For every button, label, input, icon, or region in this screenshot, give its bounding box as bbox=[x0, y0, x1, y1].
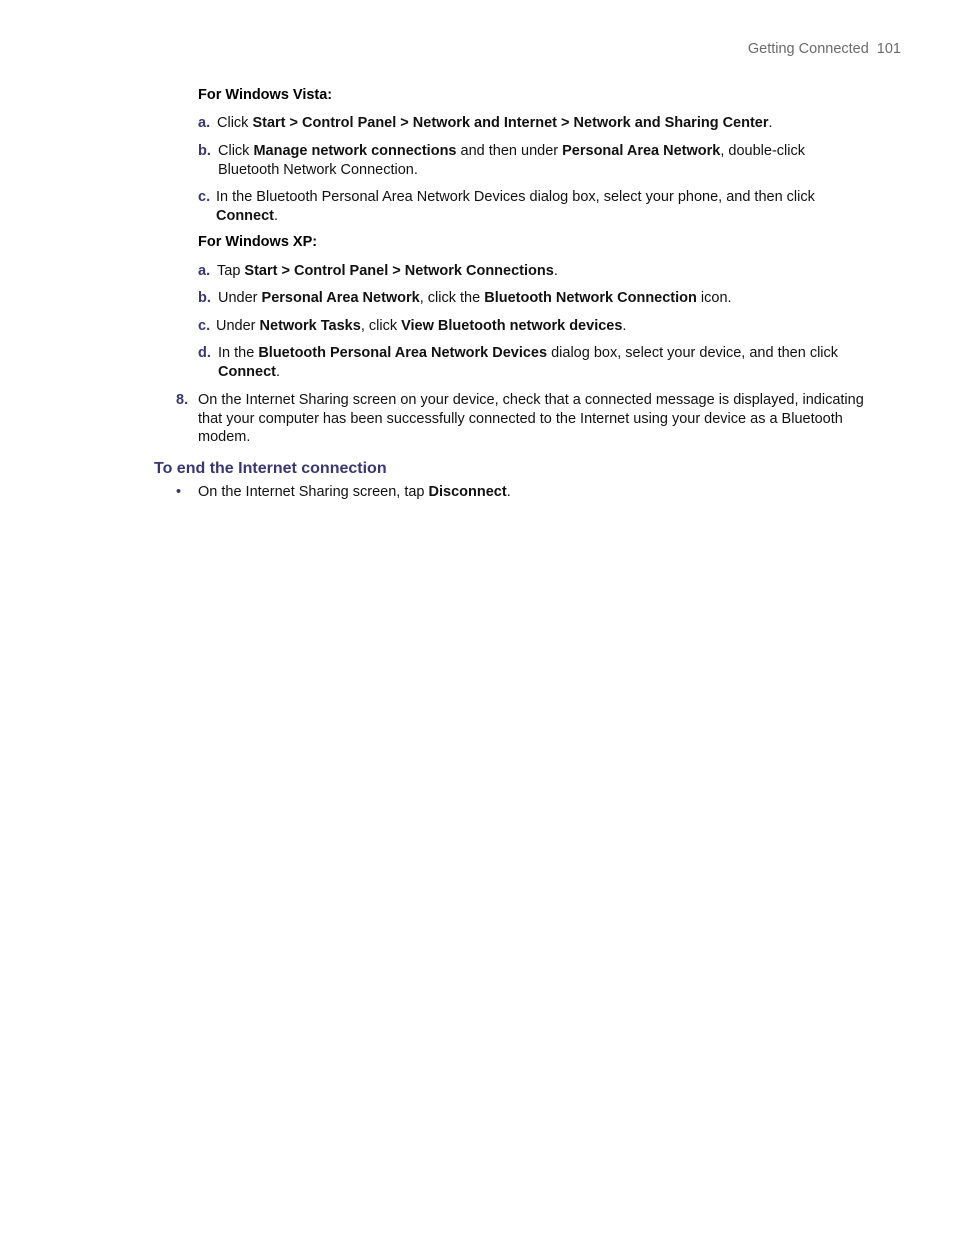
step-label: a. bbox=[198, 115, 211, 131]
vista-step-a bbox=[198, 114, 773, 133]
step-text: . bbox=[276, 363, 281, 380]
xp-step-b bbox=[198, 289, 732, 308]
xp-step-d bbox=[198, 344, 838, 381]
step-text: . bbox=[768, 115, 773, 131]
xp-step-a bbox=[198, 262, 558, 281]
ui-term: Bluetooth Network Connection bbox=[484, 290, 697, 306]
step-label: b. bbox=[198, 290, 211, 306]
step-text: . bbox=[622, 318, 627, 334]
step-text: , double-click bbox=[720, 143, 805, 159]
vista-step-c bbox=[198, 188, 815, 225]
bullet-icon: • bbox=[176, 484, 182, 500]
section-heading: To end the Internet connection bbox=[154, 460, 387, 477]
step-text: dialog box, select your device, and then click bbox=[547, 345, 839, 361]
ui-term: Manage network connections bbox=[253, 143, 457, 159]
vista-subheading: For Windows Vista: bbox=[198, 87, 333, 103]
ui-term: Disconnect bbox=[428, 484, 507, 500]
step-text: In the Bluetooth Personal Area Network Devices dialog box, select your phone, and then click bbox=[216, 189, 815, 205]
step-label: b. bbox=[198, 143, 211, 159]
page-number: 101 bbox=[876, 41, 901, 57]
ui-term: Connect bbox=[218, 363, 276, 380]
ui-term: Personal Area Network bbox=[261, 290, 420, 306]
step-text: . bbox=[274, 207, 279, 224]
step-text: , click the bbox=[419, 290, 485, 306]
step-label: c. bbox=[198, 318, 211, 334]
step-8 bbox=[176, 391, 864, 447]
step-text: , click bbox=[360, 318, 402, 334]
step-label: c. bbox=[198, 189, 211, 205]
ui-term: View Bluetooth network devices bbox=[401, 318, 623, 334]
step-text: On the Internet Sharing screen on your device, check that a connected message is displayed, indicating bbox=[198, 392, 864, 408]
section-title: Getting Connected bbox=[747, 41, 869, 57]
step-text: Tap bbox=[217, 263, 245, 279]
menu-path: Start > Control Panel > Network Connections bbox=[244, 263, 554, 279]
step-text: modem. bbox=[198, 429, 251, 445]
menu-path: Start > Control Panel > Network and Internet > Network and Sharing Center bbox=[252, 115, 769, 131]
step-text: In the bbox=[218, 345, 259, 361]
page-header bbox=[748, 41, 901, 57]
ui-term: Network Tasks bbox=[259, 318, 361, 334]
vista-step-b bbox=[198, 142, 805, 179]
ui-term: Bluetooth Personal Area Network Devices bbox=[258, 345, 548, 361]
bullet-text: On the Internet Sharing screen, tap bbox=[198, 484, 429, 500]
xp-step-c bbox=[198, 317, 626, 336]
step-text: and then under bbox=[456, 143, 563, 159]
step-text: Click bbox=[218, 143, 254, 159]
step-label: a. bbox=[198, 263, 211, 279]
ui-term: Personal Area Network bbox=[562, 143, 721, 159]
bullet-text: . bbox=[506, 484, 511, 500]
step-number: 8. bbox=[176, 392, 189, 408]
step-text: icon. bbox=[696, 290, 732, 306]
step-label: d. bbox=[198, 345, 211, 361]
step-text: . bbox=[553, 263, 558, 279]
bullet-item bbox=[176, 484, 511, 500]
step-text: Bluetooth Network Connection. bbox=[218, 161, 418, 178]
step-text: Under bbox=[216, 318, 260, 334]
step-text: Under bbox=[218, 290, 262, 306]
step-text: that your computer has been successfully connected to the Internet using your device as a Bluetooth bbox=[198, 410, 843, 427]
xp-subheading: For Windows XP: bbox=[198, 234, 318, 250]
step-text: Click bbox=[217, 115, 253, 131]
ui-term: Connect bbox=[216, 207, 274, 224]
